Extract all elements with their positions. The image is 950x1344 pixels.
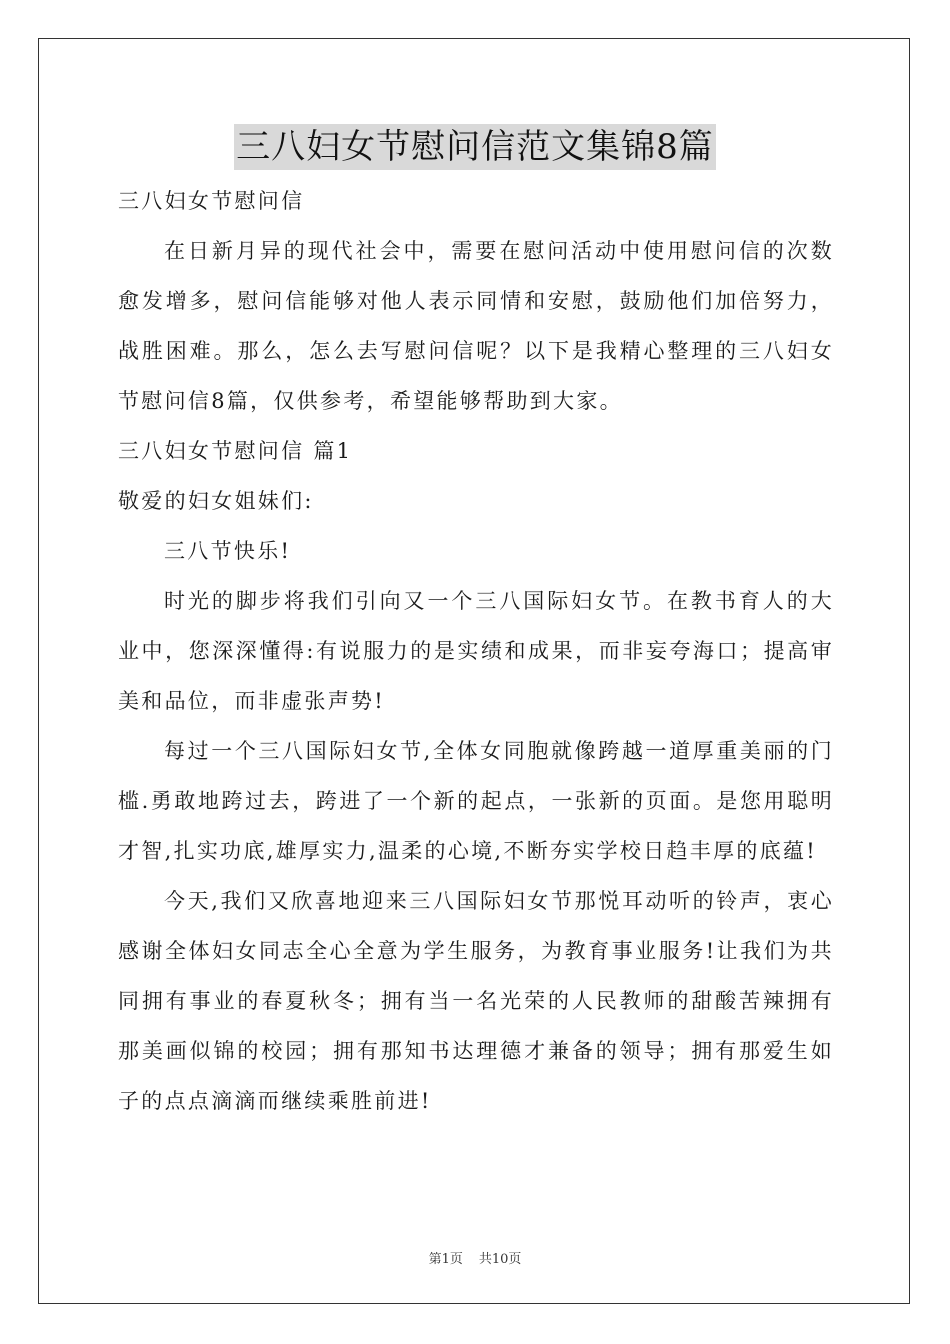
paragraph: 三八节快乐! — [164, 539, 292, 563]
paragraph: 今天,我们又欣喜地迎来三八国际妇女节那悦耳动听的铃声，衷心感谢全体妇女同志全心全意为学生服务，为教育事业服务!让我们为共同拥有事业的春夏秋冬；拥有当一名光荣的人民教师的甜酸苦辣拥有那美画似锦的校园；拥有那知书达理德才兼备的领导；拥有那爱生如子的点点滴滴而继续乘胜前进! — [118, 889, 834, 1113]
title-container — [0, 124, 950, 170]
salutation: 敬爱的妇女姐妹们: — [118, 489, 314, 513]
document-body — [118, 176, 834, 1126]
page-number: 第1页 — [428, 1252, 463, 1267]
page-footer — [0, 1248, 950, 1267]
paragraph: 在日新月异的现代社会中，需要在慰问活动中使用慰问信的次数愈发增多，慰问信能够对他人表示同情和安慰，鼓励他们加倍努力，战胜困难。那么，怎么去写慰问信呢？以下是我精心整理的三八妇女节慰问信8篇，仅供参考，希望能够帮助到大家。 — [118, 239, 834, 413]
paragraph: 三八妇女节慰问信 — [118, 189, 305, 213]
page-total: 共10页 — [478, 1252, 522, 1267]
document-title: 三八妇女节慰问信范文集锦8篇 — [234, 124, 716, 170]
paragraph: 时光的脚步将我们引向又一个三八国际妇女节。在教书育人的大业中，您深深懂得:有说服力的是实绩和成果，而非妄夸海口；提高审美和品位，而非虚张声势! — [118, 589, 834, 713]
paragraph: 每过一个三八国际妇女节,全体女同胞就像跨越一道厚重美丽的门槛.勇敢地跨过去，跨进了一个新的起点，一张新的页面。是您用聪明才智,扎实功底,雄厚实力,温柔的心境,不断夯实学校日趋丰厚的底蕴! — [118, 739, 834, 863]
section-heading: 三八妇女节慰问信 篇1 — [118, 439, 353, 463]
